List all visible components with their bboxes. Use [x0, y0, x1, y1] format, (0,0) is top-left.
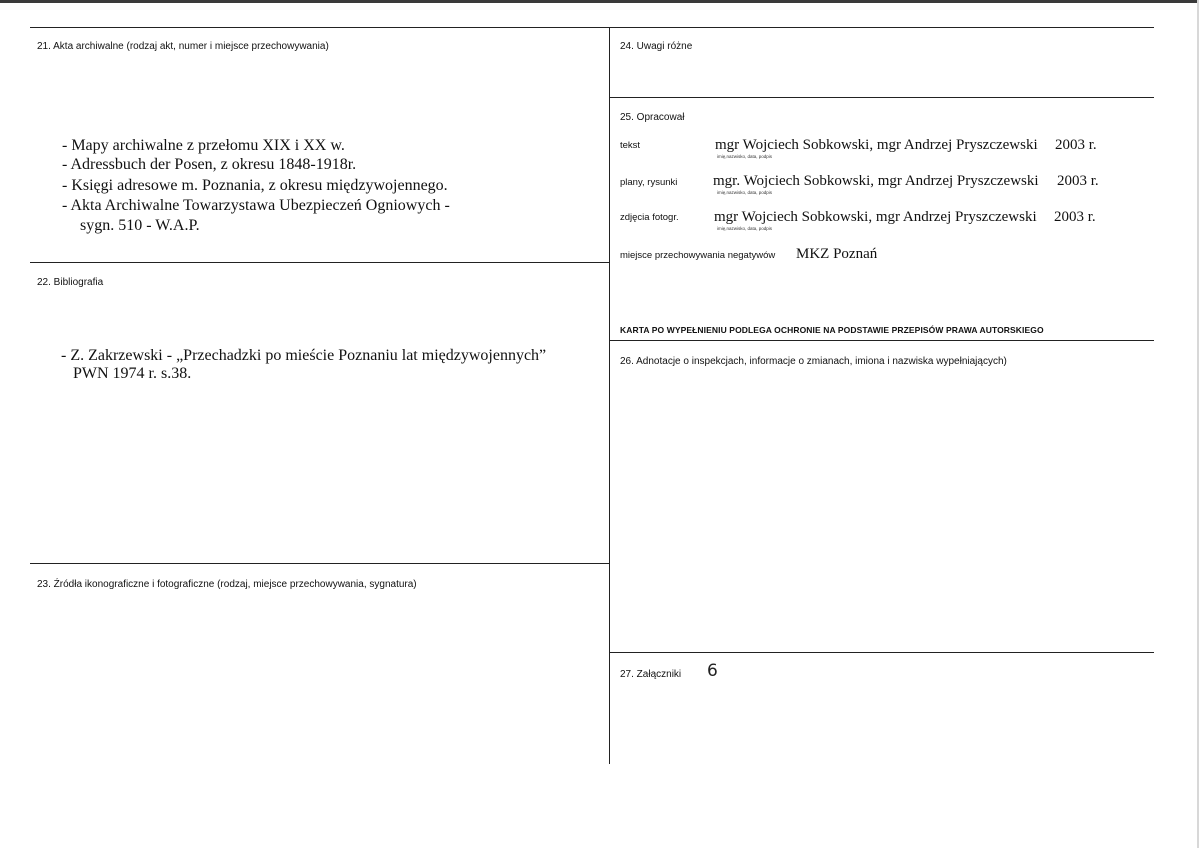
bibliography-line-2: PWN 1974 r. s.38.: [73, 365, 192, 382]
year-plany: 2003 r.: [1057, 173, 1099, 189]
archive-line-4: - Akta Archiwalne Towarzystawa Ubezpieczeń Ogniowych -: [62, 197, 450, 214]
row-label-zdjecia: zdjęcia fotogr.: [620, 212, 679, 223]
authors-tekst: mgr Wojciech Sobkowski, mgr Andrzej Pryszczewski: [715, 137, 1038, 153]
negatives-label: miejsce przechowywania negatywów: [620, 250, 776, 261]
scan-edge-top: [0, 0, 1199, 3]
hint-tekst: imię,nazwisko, data, podpis: [717, 154, 773, 159]
archive-line-1: - Mapy archiwalne z przełomu XIX i XX w.: [62, 137, 345, 154]
copyright-notice: KARTA PO WYPEŁNIENIU PODLEGA OCHRONIE NA PODSTAWIE PRZEPISÓW PRAWA AUTORSKIEGO: [620, 325, 1044, 335]
row-label-tekst: tekst: [620, 140, 641, 151]
column-divider: [609, 27, 610, 764]
year-tekst: 2003 r.: [1055, 137, 1097, 153]
archive-line-5: sygn. 510 - W.A.P.: [80, 217, 200, 234]
authors-plany: mgr. Wojciech Sobkowski, mgr Andrzej Pryszczewski: [713, 173, 1039, 189]
section-26-label: 26. Adnotacje o inspekcjach, informacje o zmianach, imiona i nazwiska wypełniających): [620, 356, 1007, 367]
hint-plany: imię,nazwisko, data, podpis: [717, 190, 773, 195]
attachments-count: 6: [707, 661, 718, 681]
section-22-label: 22. Bibliografia: [37, 277, 104, 288]
rule-25-26: [610, 340, 1154, 341]
form-top-rule: [30, 27, 1154, 28]
archive-line-2: - Adressbuch der Posen, z okresu 1848-1918r.: [62, 156, 357, 173]
negatives-value: MKZ Poznań: [796, 246, 878, 262]
rule-26-27: [610, 652, 1154, 653]
bibliography-line-1: - Z. Zakrzewski - „Przechadzki po mieście Poznaniu lat międzywojennych”: [61, 347, 547, 364]
section-27-label: 27. Załączniki: [620, 669, 682, 680]
row-label-plany: plany, rysunki: [620, 177, 678, 188]
hint-zdjecia: imię,nazwisko, data, podpis: [717, 226, 773, 231]
section-21-label: 21. Akta archiwalne (rodzaj akt, numer i miejsce przechowywania): [37, 41, 329, 52]
authors-zdjecia: mgr Wojciech Sobkowski, mgr Andrzej Pryszczewski: [714, 209, 1037, 225]
section-24-label: 24. Uwagi różne: [620, 41, 693, 52]
rule-22-23: [30, 563, 610, 564]
archive-line-3: - Księgi adresowe m. Poznania, z okresu międzywojennego.: [62, 177, 448, 194]
rule-21-22: [30, 262, 610, 263]
rule-24-25: [610, 97, 1154, 98]
section-25-label: 25. Opracował: [620, 112, 685, 123]
year-zdjecia: 2003 r.: [1054, 209, 1096, 225]
section-23-label: 23. Źródła ikonograficzne i fotograficzne (rodzaj, miejsce przechowywania, sygnatura): [37, 579, 417, 590]
